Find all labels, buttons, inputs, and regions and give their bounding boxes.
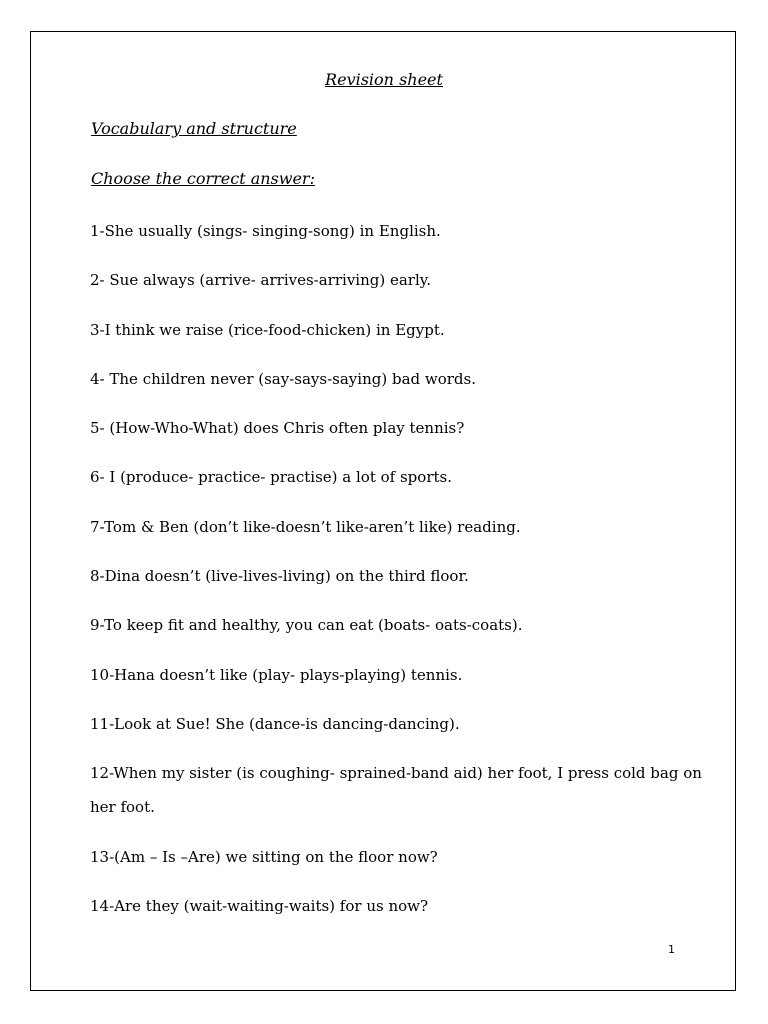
- question-item: 8-Dina doesn’t (live-lives-living) on the third floor.: [90, 567, 469, 586]
- section-heading: Vocabulary and structure: [91, 119, 297, 138]
- question-item: 4- The children never (say-says-saying) bad words.: [90, 369, 476, 388]
- instruction-heading: Choose the correct answer:: [91, 169, 315, 188]
- question-item: 10-Hana doesn’t like (play- plays-playing) tennis.: [90, 665, 463, 684]
- question-item: 6- I (produce- practice- practise) a lot of sports.: [90, 468, 452, 487]
- question-item: 9-To keep fit and healthy, you can eat (boats- oats-coats).: [90, 616, 523, 635]
- question-item: 2- Sue always (arrive- arrives-arriving) early.: [90, 271, 432, 290]
- question-item: 14-Are they (wait-waiting-waits) for us now?: [90, 896, 429, 915]
- question-item: 3-I think we raise (rice-food-chicken) in Egypt.: [90, 320, 445, 339]
- question-item: 5- (How-Who-What) does Chris often play tennis?: [90, 419, 465, 438]
- page-number: 1: [668, 943, 675, 956]
- page-title: Revision sheet: [325, 70, 443, 89]
- question-item: 11-Look at Sue! She (dance-is dancing-dancing).: [90, 714, 460, 733]
- question-list: [90, 214, 710, 938]
- question-item: 13-(Am – Is –Are) we sitting on the floor now?: [90, 847, 438, 866]
- question-item: 7-Tom & Ben (don’t like-doesn’t like-aren’t like) reading.: [90, 517, 521, 536]
- question-item: 12-When my sister (is coughing- sprained-band aid) her foot, I press cold bag on her foot.: [90, 764, 702, 817]
- question-item: 1-She usually (sings- singing-song) in English.: [90, 222, 441, 240]
